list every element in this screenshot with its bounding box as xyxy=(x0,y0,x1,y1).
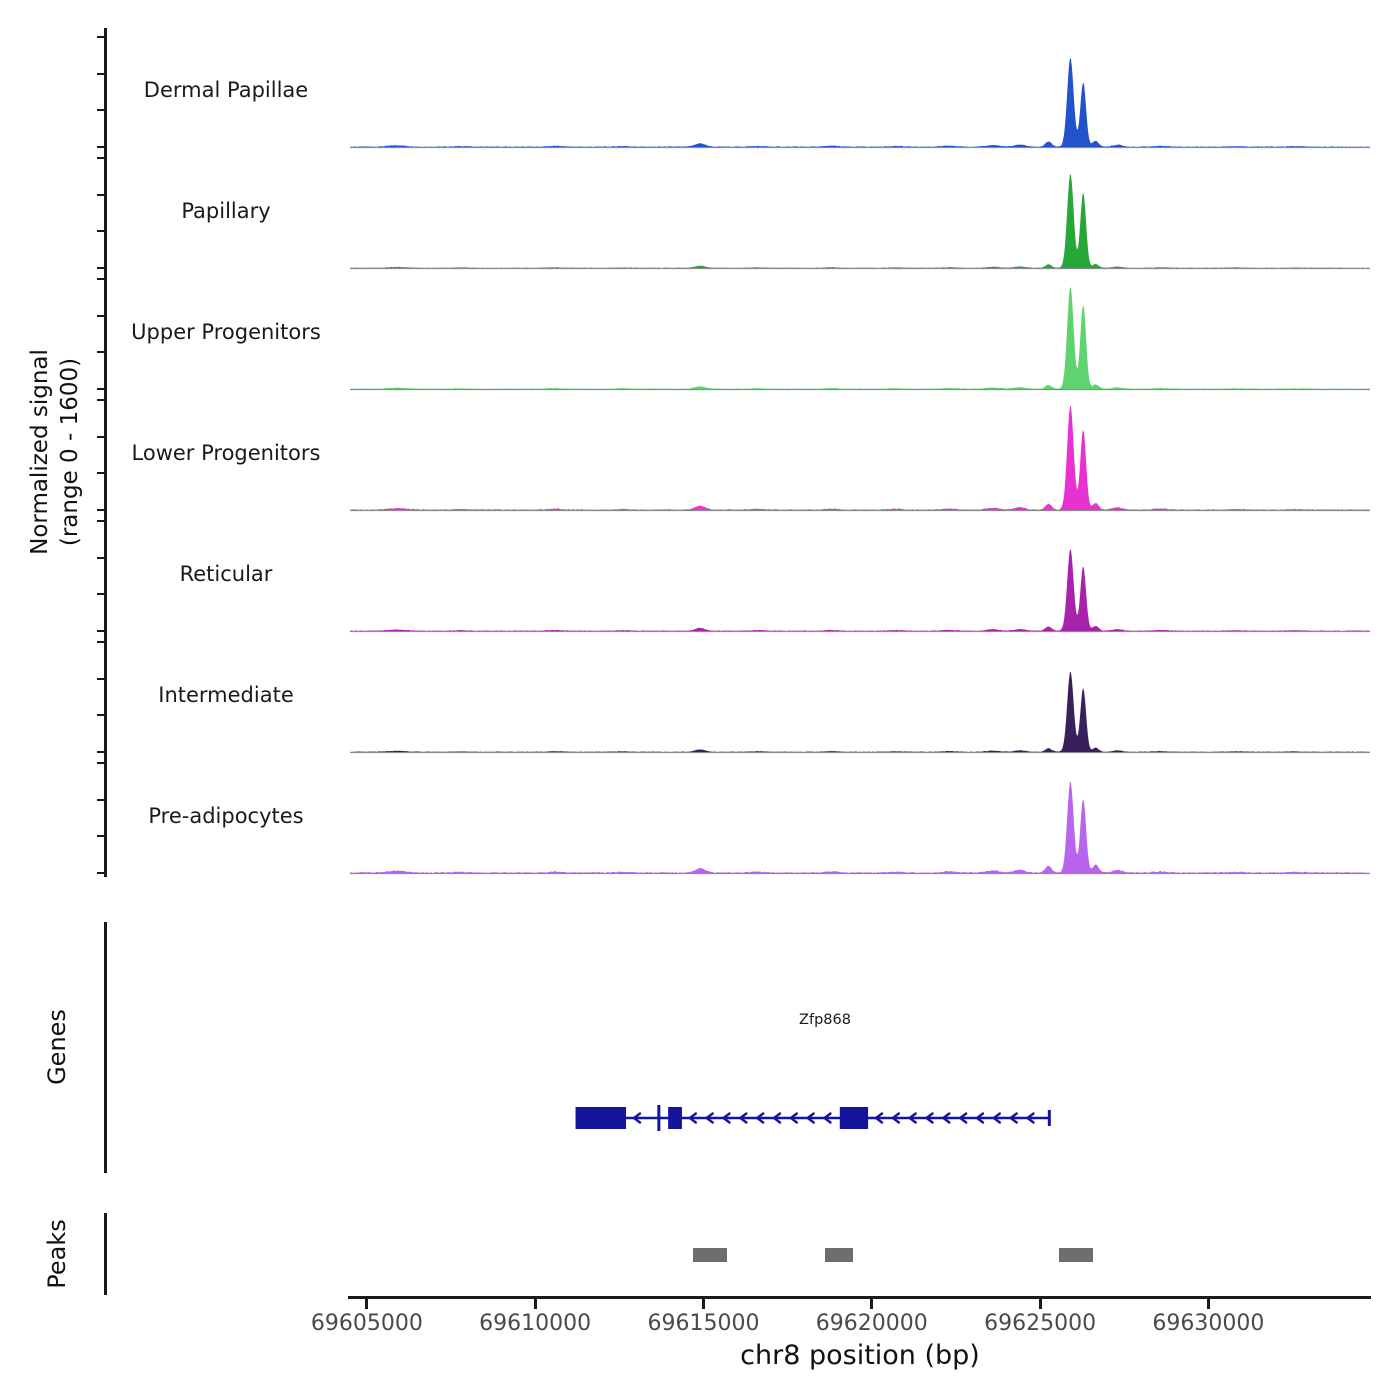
signal-area-plot xyxy=(350,635,1370,754)
track-label: Upper Progenitors xyxy=(131,320,321,344)
signal-track-row xyxy=(0,30,1400,151)
peaks-axis-line xyxy=(104,1213,107,1295)
gene-name-label: Zfp868 xyxy=(799,1012,851,1028)
x-axis-tick-label: 69610000 xyxy=(479,1311,592,1336)
gene-exon xyxy=(657,1105,660,1131)
gene-exon xyxy=(576,1107,626,1129)
gene-exon xyxy=(1048,1110,1051,1126)
x-axis-line xyxy=(348,1296,1371,1299)
x-axis-tick-label: 69615000 xyxy=(647,1311,760,1336)
x-axis-tick-label: 69625000 xyxy=(984,1311,1097,1336)
genes-section-label: Genes xyxy=(43,1009,71,1085)
signal-track-row xyxy=(0,393,1400,514)
x-axis-tick-label: 69630000 xyxy=(1152,1311,1265,1336)
gene-exon xyxy=(668,1107,682,1129)
signal-track-row xyxy=(0,756,1400,877)
gene-model xyxy=(350,1085,1370,1155)
x-axis-tick xyxy=(1207,1299,1210,1309)
track-label: Reticular xyxy=(179,562,273,586)
y-axis-label-line1: Normalized signal xyxy=(27,349,53,555)
gene-exon xyxy=(840,1107,868,1129)
signal-area-plot xyxy=(350,514,1370,633)
signal-polygon xyxy=(350,549,1370,631)
signal-polygon xyxy=(350,58,1370,147)
signal-polygon xyxy=(350,406,1370,510)
signal-area-plot xyxy=(350,272,1370,391)
x-axis-title: chr8 position (bp) xyxy=(740,1340,980,1371)
x-axis-tick-label: 69620000 xyxy=(815,1311,928,1336)
signal-polygon xyxy=(350,672,1370,752)
x-axis-tick xyxy=(534,1299,537,1309)
signal-area-plot xyxy=(350,30,1370,149)
track-label: Pre-adipocytes xyxy=(148,804,304,828)
signal-track-row xyxy=(0,272,1400,393)
peak-region-rect xyxy=(1059,1248,1093,1262)
peak-region-rect xyxy=(693,1248,727,1262)
x-axis-tick xyxy=(1039,1299,1042,1309)
signal-track-row xyxy=(0,635,1400,756)
track-label: Intermediate xyxy=(158,683,294,707)
signal-track-row xyxy=(0,151,1400,272)
signal-area-plot xyxy=(350,393,1370,512)
signal-polygon xyxy=(350,781,1370,873)
track-label: Lower Progenitors xyxy=(131,441,321,465)
peak-region-rect xyxy=(825,1248,854,1262)
signal-area-plot xyxy=(350,151,1370,270)
signal-track-row xyxy=(0,514,1400,635)
signal-area-plot xyxy=(350,756,1370,875)
signal-polygon xyxy=(350,287,1370,389)
track-label: Dermal Papillae xyxy=(143,78,309,102)
genes-axis-line xyxy=(104,922,107,1173)
signal-polygon xyxy=(350,174,1370,268)
track-label: Papillary xyxy=(181,199,271,223)
x-axis-tick xyxy=(702,1299,705,1309)
peaks-section-label: Peaks xyxy=(43,1219,71,1289)
x-axis-tick xyxy=(870,1299,873,1309)
x-axis-tick xyxy=(365,1299,368,1309)
y-axis-label-line2: (range 0 - 1600) xyxy=(57,357,83,547)
x-axis-tick-label: 69605000 xyxy=(310,1311,423,1336)
